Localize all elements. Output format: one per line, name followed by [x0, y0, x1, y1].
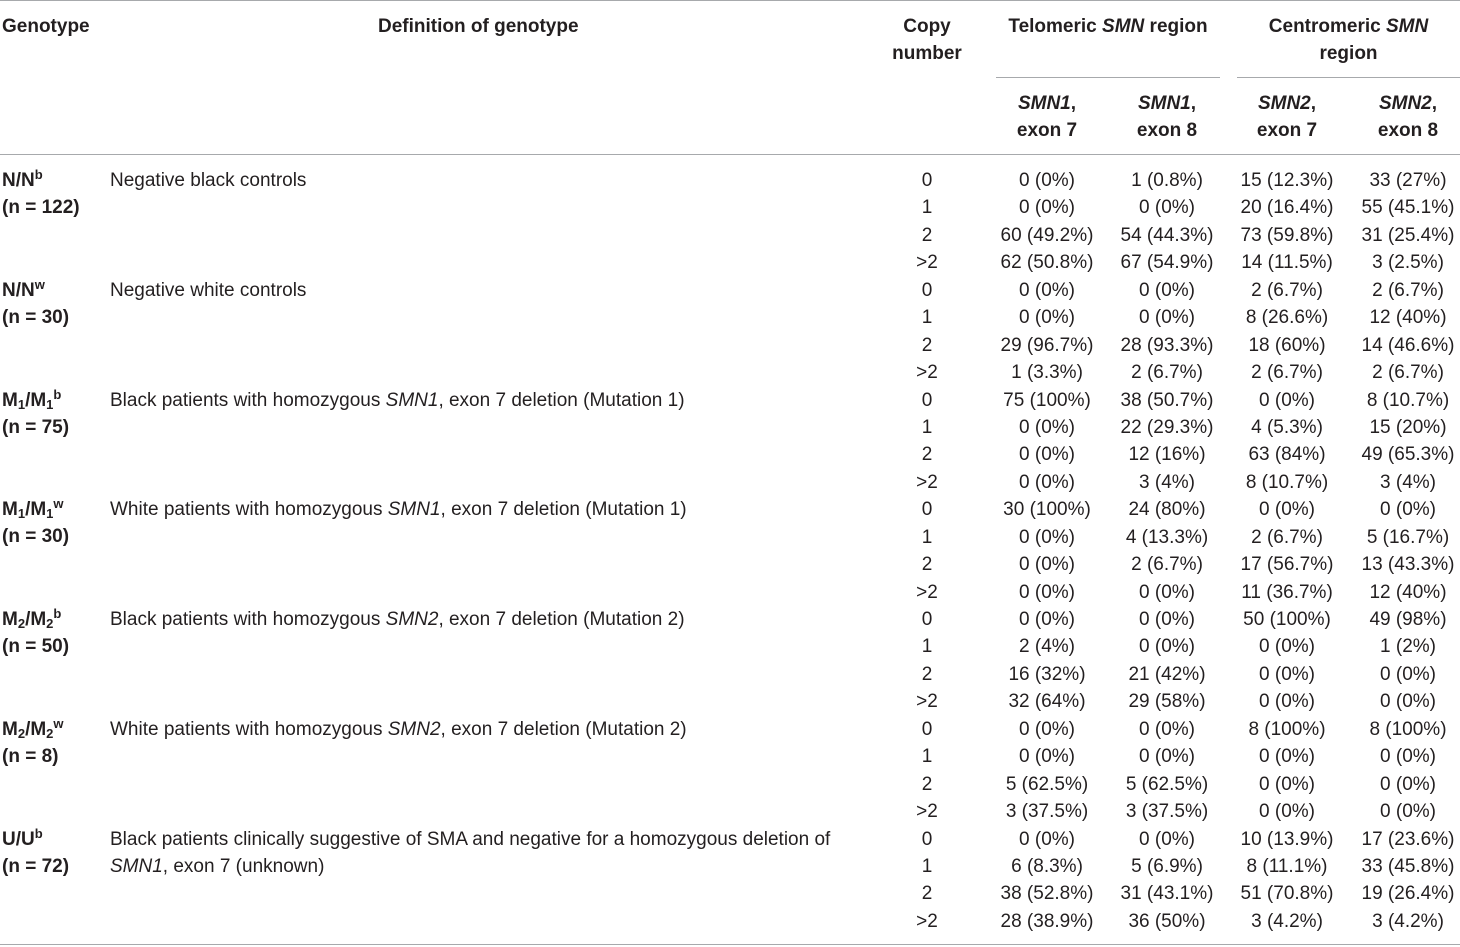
genotype-definition — [110, 826, 830, 880]
genotype-code — [2, 167, 80, 194]
genotype-subscript: 2 — [46, 725, 54, 741]
genotype-base: M — [2, 389, 18, 411]
value-cell: 0 (0%) — [1019, 416, 1075, 438]
value-cell: 0 (0%) — [1380, 499, 1436, 521]
value-cell: 0 (0%) — [1259, 636, 1315, 658]
value-cell: 0 (0%) — [1019, 444, 1075, 466]
value-cell: 8 (100%) — [1248, 718, 1326, 740]
value-cell: 0 (0%) — [1380, 746, 1436, 768]
value-cell: 8 (11.1%) — [1246, 856, 1328, 877]
copy-number-cell: 0 — [921, 279, 933, 301]
value-cell: 30 (100%) — [1003, 499, 1091, 521]
value-cell: 16 (32%) — [1008, 663, 1086, 685]
value-cell: 29 (96.7%) — [1000, 334, 1094, 356]
copy-number-cell: 1 — [921, 636, 933, 658]
definition-line — [110, 606, 685, 633]
genotype-separator: /M — [25, 609, 47, 631]
value-cell: 0 (0%) — [1019, 828, 1075, 850]
value-cell: 2 (6.7%) — [1131, 554, 1203, 576]
genotype-separator: /M — [25, 499, 47, 521]
value-cell: 19 (26.4%) — [1361, 883, 1455, 905]
copy-number-cell: 1 — [921, 307, 933, 329]
value-cell: 0 (0%) — [1259, 691, 1315, 713]
copy-number-cell: 2 — [921, 444, 933, 466]
value-cell: 14 (11.5%) — [1241, 252, 1333, 274]
copy-number-cell: 0 — [921, 499, 933, 521]
value-cell: 17 (56.7%) — [1240, 554, 1334, 576]
genotype-n: (n = 30) — [2, 306, 70, 328]
genotype-base: M — [2, 499, 18, 521]
definition-text: , exon 7 deletion (Mutation 2) — [438, 609, 685, 631]
definition-text: SMN2 — [385, 609, 439, 631]
top-rule — [0, 0, 1460, 1]
genotype-separator: /M — [25, 718, 47, 740]
definition-line — [110, 387, 685, 414]
definition-line — [110, 167, 306, 194]
genotype-code — [2, 387, 69, 414]
value-cell: 3 (4%) — [1380, 471, 1436, 493]
value-cell: 12 (40%) — [1369, 307, 1447, 329]
value-cell: 49 (98%) — [1369, 609, 1447, 631]
genotype-n: (n = 8) — [2, 745, 59, 767]
genotype-definition — [110, 606, 685, 633]
value-cell: 0 (0%) — [1380, 773, 1436, 795]
value-cell: 0 (0%) — [1139, 636, 1195, 658]
header-copy-line2: number — [892, 43, 962, 64]
value-cell: 0 (0%) — [1259, 773, 1315, 795]
genotype-code — [2, 496, 69, 523]
value-cell: 31 (43.1%) — [1120, 883, 1214, 905]
definition-text: SMN1 — [385, 389, 439, 411]
definition-text: , exon 7 deletion (Mutation 2) — [440, 718, 687, 740]
genotype-code — [2, 606, 69, 633]
value-cell: 0 (0%) — [1380, 801, 1436, 823]
value-cell: 0 (0%) — [1019, 170, 1075, 191]
genotype-subscript: 2 — [46, 616, 54, 632]
genotype-separator: /M — [25, 389, 47, 411]
value-cell: 2 (4%) — [1019, 636, 1075, 658]
value-cell: 10 (13.9%) — [1240, 828, 1334, 850]
value-cell: 5 (62.5%) — [1005, 773, 1089, 795]
value-cell: 29 (58%) — [1128, 691, 1206, 713]
definition-text: Negative black controls — [110, 170, 307, 191]
copy-number-cell: 2 — [921, 883, 933, 905]
telomeric-underline — [996, 77, 1220, 78]
value-cell: 0 (0%) — [1259, 746, 1315, 768]
value-cell: 15 (12.3%) — [1240, 170, 1334, 191]
value-cell: 24 (80%) — [1128, 499, 1206, 521]
value-cell: 12 (16%) — [1128, 444, 1206, 466]
value-cell: 31 (25.4%) — [1361, 224, 1455, 246]
value-cell: 75 (100%) — [1003, 389, 1091, 411]
genotype-label — [2, 606, 69, 660]
value-cell: 0 (0%) — [1380, 663, 1436, 685]
header-bottom-rule — [0, 154, 1460, 155]
subheader-smn2-exon8: SMN2, exon 8 — [1377, 93, 1439, 141]
genotype-definition — [110, 277, 306, 304]
value-cell: 11 (36.7%) — [1241, 581, 1333, 603]
value-cell: 0 (0%) — [1259, 389, 1315, 411]
value-cell: 2 (6.7%) — [1131, 362, 1203, 384]
copy-number-cell: 1 — [921, 526, 933, 548]
value-cell: 0 (0%) — [1019, 746, 1075, 768]
value-cell: 49 (65.3%) — [1361, 444, 1455, 466]
genotype-base: U/U — [2, 828, 35, 850]
copy-number-cell: >2 — [916, 362, 938, 384]
header-definition: Definition of genotype — [378, 16, 579, 37]
value-cell: 33 (27%) — [1369, 170, 1447, 191]
value-cell: 0 (0%) — [1019, 526, 1075, 548]
definition-text: White patients with homozygous — [110, 499, 388, 521]
header-centromeric — [1237, 13, 1460, 67]
copy-number-cell: 0 — [921, 170, 933, 191]
value-cell: 36 (50%) — [1128, 910, 1206, 932]
header-centromeric-line2: region — [1319, 43, 1378, 64]
genotype-label — [2, 716, 64, 770]
value-cell: 60 (49.2%) — [1000, 224, 1094, 246]
value-cell: 2 (6.7%) — [1372, 362, 1444, 384]
copy-number-cell: 1 — [921, 856, 933, 877]
value-cell: 63 (84%) — [1248, 444, 1326, 466]
genotype-label — [2, 277, 69, 331]
subheader-smn1-exon8: SMN1, exon 8 — [1136, 93, 1198, 141]
genotype-subscript: 2 — [17, 725, 26, 741]
genotype-label — [2, 826, 69, 880]
genotype-base: N/N — [2, 279, 35, 301]
genotype-subscript: 1 — [46, 506, 54, 522]
value-cell: 3 (4.2%) — [1251, 910, 1323, 932]
copy-number-cell: 2 — [921, 224, 933, 246]
value-cell: 8 (26.6%) — [1245, 307, 1329, 329]
value-cell: 12 (40%) — [1369, 581, 1447, 603]
value-cell: 0 (0%) — [1019, 279, 1075, 301]
value-cell: 0 (0%) — [1380, 691, 1436, 713]
definition-text: White patients with homozygous — [110, 718, 388, 740]
centromeric-underline — [1237, 77, 1460, 78]
value-cell: 0 (0%) — [1259, 801, 1315, 823]
value-cell: 0 (0%) — [1139, 279, 1195, 301]
definition-text: SMN2 — [387, 718, 441, 740]
value-cell: 0 (0%) — [1139, 746, 1195, 768]
value-cell: 0 (0%) — [1019, 581, 1075, 603]
value-cell: 2 (6.7%) — [1251, 279, 1323, 301]
value-cell: 2 (6.7%) — [1251, 362, 1323, 384]
genotype-n: (n = 75) — [2, 416, 70, 438]
value-cell: 5 (6.9%) — [1131, 856, 1203, 877]
value-cell: 0 (0%) — [1019, 718, 1075, 740]
genotype-definition — [110, 167, 306, 194]
value-cell: 4 (5.3%) — [1251, 416, 1323, 438]
copy-number-cell: 0 — [921, 828, 933, 850]
genotype-code — [2, 716, 64, 743]
genotype-subscript: 1 — [17, 396, 26, 412]
value-cell: 0 (0%) — [1139, 828, 1195, 850]
value-cell: 14 (46.6%) — [1361, 334, 1455, 356]
value-cell: 38 (52.8%) — [1000, 883, 1094, 905]
value-cell: 3 (4.2%) — [1372, 910, 1444, 932]
definition-line — [110, 826, 830, 853]
value-cell: 0 (0%) — [1259, 499, 1315, 521]
bottom-rule — [0, 944, 1460, 945]
value-cell: 3 (37.5%) — [1005, 801, 1089, 823]
header-genotype: Genotype — [2, 16, 90, 37]
definition-text: , exon 7 (unknown) — [162, 855, 325, 877]
genotype-n: (n = 72) — [2, 855, 70, 877]
value-cell: 0 (0%) — [1139, 718, 1195, 740]
value-cell: 32 (64%) — [1008, 691, 1086, 713]
genotype-subscript: 1 — [17, 506, 26, 522]
copy-number-cell: 2 — [921, 663, 933, 685]
value-cell: 28 (38.9%) — [1000, 910, 1094, 932]
value-cell: 0 (0%) — [1019, 307, 1075, 329]
copy-number-cell: 0 — [921, 609, 933, 631]
value-cell: 50 (100%) — [1243, 609, 1331, 631]
value-cell: 2 (6.7%) — [1372, 279, 1444, 301]
value-cell: 67 (54.9%) — [1120, 252, 1214, 274]
definition-text: SMN1 — [110, 855, 163, 877]
value-cell: 0 (0%) — [1019, 609, 1075, 631]
value-cell: 17 (23.6%) — [1361, 828, 1455, 850]
genotype-label — [2, 167, 80, 221]
genotype-subscript: 2 — [17, 616, 26, 632]
copy-number-cell: 2 — [921, 334, 933, 356]
genotype-definition — [110, 496, 687, 523]
value-cell: 8 (10.7%) — [1366, 389, 1450, 411]
value-cell: 8 (100%) — [1369, 718, 1447, 740]
value-cell: 1 (3.3%) — [1011, 362, 1083, 384]
genotype-definition — [110, 387, 685, 414]
copy-number-cell: >2 — [916, 801, 938, 823]
genotype-label — [2, 387, 69, 441]
value-cell: 54 (44.3%) — [1120, 224, 1214, 246]
value-cell: 51 (70.8%) — [1240, 883, 1334, 905]
definition-text: Black patients with homozygous — [110, 609, 386, 631]
definition-text: SMN1 — [387, 499, 441, 521]
value-cell: 0 (0%) — [1139, 581, 1195, 603]
genotype-superscript: b — [34, 167, 43, 182]
subheader-smn2-exon7: SMN2, exon 7 — [1256, 93, 1318, 141]
value-cell: 0 (0%) — [1259, 663, 1315, 685]
value-cell: 1 (2%) — [1380, 636, 1436, 658]
genotype-definition — [110, 716, 687, 743]
value-cell: 1 (0.8%) — [1131, 170, 1203, 191]
copy-number-cell: 1 — [921, 746, 933, 768]
copy-number-cell: 1 — [921, 416, 933, 438]
genotype-superscript: w — [34, 276, 45, 292]
value-cell: 0 (0%) — [1019, 471, 1075, 493]
genotype-n: (n = 50) — [2, 636, 70, 658]
value-cell: 20 (16.4%) — [1240, 197, 1334, 219]
value-cell: 13 (43.3%) — [1361, 554, 1455, 576]
value-cell: 21 (42%) — [1128, 663, 1206, 685]
value-cell: 8 (10.7%) — [1245, 471, 1329, 493]
copy-number-cell: 0 — [921, 718, 933, 740]
value-cell: 3 (37.5%) — [1125, 801, 1209, 823]
header-copy-line1: Copy — [903, 16, 951, 37]
value-cell: 0 (0%) — [1019, 554, 1075, 576]
value-cell: 3 (4%) — [1139, 471, 1195, 493]
copy-number-cell: >2 — [916, 691, 938, 713]
definition-line — [110, 277, 306, 304]
genotype-superscript: b — [53, 386, 62, 402]
genotype-base: N/N — [2, 170, 35, 191]
definition-text: Black patients clinically suggestive of SMA and negative for a homozygous deletion of — [110, 828, 831, 850]
value-cell: 0 (0%) — [1139, 307, 1195, 329]
value-cell: 62 (50.8%) — [1000, 252, 1094, 274]
value-cell: 33 (45.8%) — [1361, 856, 1455, 877]
value-cell: 38 (50.7%) — [1120, 389, 1214, 411]
value-cell: 18 (60%) — [1248, 334, 1326, 356]
value-cell: 0 (0%) — [1139, 609, 1195, 631]
genotype-code — [2, 826, 69, 853]
value-cell: 2 (6.7%) — [1251, 526, 1323, 548]
value-cell: 5 (62.5%) — [1125, 773, 1209, 795]
value-cell: 6 (8.3%) — [1011, 856, 1083, 877]
value-cell: 5 (16.7%) — [1366, 526, 1450, 548]
header-telomeric: Telomeric SMN region — [1008, 16, 1208, 37]
definition-line — [110, 716, 687, 743]
value-cell: 4 (13.3%) — [1125, 526, 1209, 548]
copy-number-cell: >2 — [916, 471, 938, 493]
genotype-superscript: b — [53, 606, 62, 622]
genotype-code — [2, 277, 69, 304]
value-cell: 15 (20%) — [1369, 416, 1447, 438]
value-cell: 3 (2.5%) — [1372, 252, 1444, 274]
genotype-base: M — [2, 718, 18, 740]
genotype-base: M — [2, 609, 18, 631]
subheader-smn1-exon7: SMN1, exon 7 — [1016, 93, 1078, 141]
definition-line — [110, 853, 830, 880]
copy-number-cell: >2 — [916, 910, 938, 932]
header-copy-number — [878, 13, 976, 67]
genotype-subscript: 1 — [46, 396, 54, 412]
genotype-label — [2, 496, 69, 550]
definition-text: , exon 7 deletion (Mutation 1) — [440, 499, 687, 521]
genotype-n: (n = 30) — [2, 526, 70, 548]
definition-text: Negative white controls — [110, 279, 307, 301]
value-cell: 55 (45.1%) — [1361, 197, 1455, 219]
value-cell: 22 (29.3%) — [1120, 416, 1214, 438]
value-cell: 0 (0%) — [1019, 197, 1075, 219]
definition-line — [110, 496, 687, 523]
genotype-n: (n = 122) — [2, 197, 80, 218]
copy-number-cell: 2 — [921, 773, 933, 795]
copy-number-cell: 0 — [921, 389, 933, 411]
definition-text: , exon 7 deletion (Mutation 1) — [438, 389, 685, 411]
genotype-superscript: w — [53, 496, 64, 512]
definition-text: Black patients with homozygous — [110, 389, 386, 411]
genotype-superscript: w — [53, 715, 64, 731]
copy-number-cell: 2 — [921, 554, 933, 576]
genotype-superscript: b — [34, 825, 43, 841]
value-cell: 73 (59.8%) — [1240, 224, 1334, 246]
header-centromeric-line1: Centromeric SMN — [1268, 16, 1429, 37]
value-cell: 0 (0%) — [1139, 197, 1195, 219]
copy-number-cell: >2 — [916, 581, 938, 603]
copy-number-cell: 1 — [921, 197, 933, 219]
value-cell: 28 (93.3%) — [1120, 334, 1214, 356]
copy-number-cell: >2 — [916, 252, 938, 274]
